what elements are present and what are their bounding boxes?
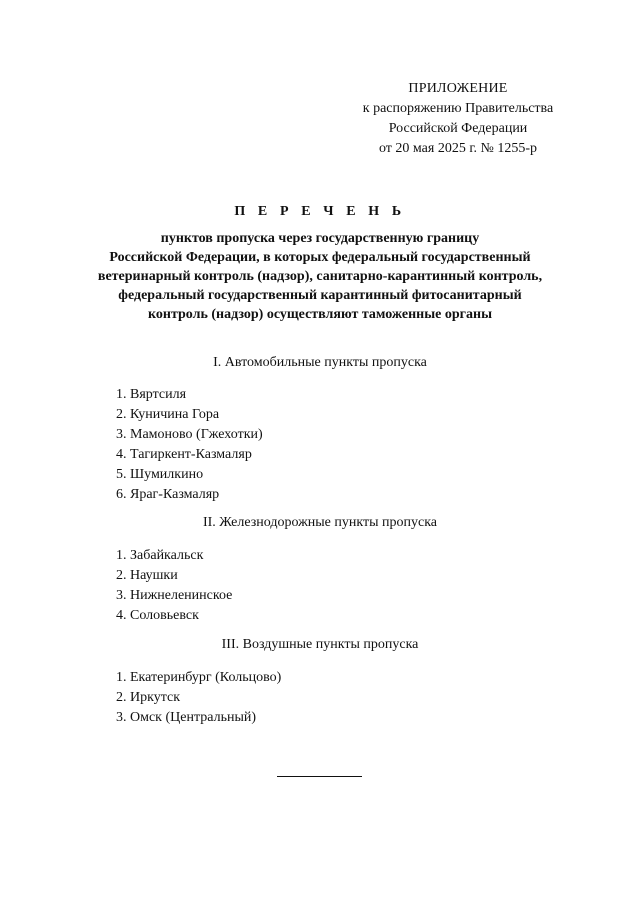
section-title-road: I. Автомобильные пункты пропуска [213, 355, 427, 370]
section-list-road [116, 385, 263, 505]
section-list-railway [116, 546, 232, 626]
subtitle-line: Российской Федерации, в которых федеральный государственный [109, 250, 531, 265]
list-item: 3. Омск (Центральный) [116, 710, 257, 725]
document-heading: П Е Р Е Ч Е Н Ь [234, 204, 406, 219]
list-item: 2. Куничина Гора [116, 407, 220, 422]
end-separator-line [277, 776, 362, 777]
list-item: 6. Яраг-Казмаляр [116, 487, 220, 502]
appendix-line: к распоряжению Правительства [362, 101, 554, 116]
list-item: 4. Соловьевск [116, 608, 199, 623]
document-subtitle [70, 229, 570, 324]
list-item: 2. Наушки [116, 568, 178, 583]
section-list-air [116, 668, 281, 728]
subtitle-line: контроль (надзор) осуществляют таможенные органы [148, 307, 492, 322]
list-item: 3. Мамоново (Гжехотки) [116, 427, 263, 442]
subtitle-line: федеральный государственный карантинный фитосанитарный [118, 288, 522, 303]
list-item: 2. Иркутск [116, 690, 181, 705]
appendix-block [348, 79, 568, 159]
list-item: 4. Тагиркент-Казмаляр [116, 447, 252, 462]
section-title-air: III. Воздушные пункты пропуска [221, 637, 419, 652]
list-item: 1. Забайкальск [116, 548, 204, 563]
appendix-line: Российской Федерации [388, 121, 528, 136]
subtitle-line: пунктов пропуска через государственную границу [160, 231, 480, 246]
subtitle-line: ветеринарный контроль (надзор), санитарно-карантинный контроль, [97, 269, 543, 284]
list-item: 5. Шумилкино [116, 467, 204, 482]
list-item: 1. Вяртсиля [116, 387, 187, 402]
list-item: 1. Екатеринбург (Кольцово) [116, 670, 282, 685]
section-title-railway: II. Железнодорожные пункты пропуска [202, 515, 438, 530]
list-item: 3. Нижнеленинское [116, 588, 233, 603]
appendix-line: от 20 мая 2025 г. № 1255-р [378, 141, 538, 156]
appendix-title: ПРИЛОЖЕНИЕ [408, 81, 508, 96]
